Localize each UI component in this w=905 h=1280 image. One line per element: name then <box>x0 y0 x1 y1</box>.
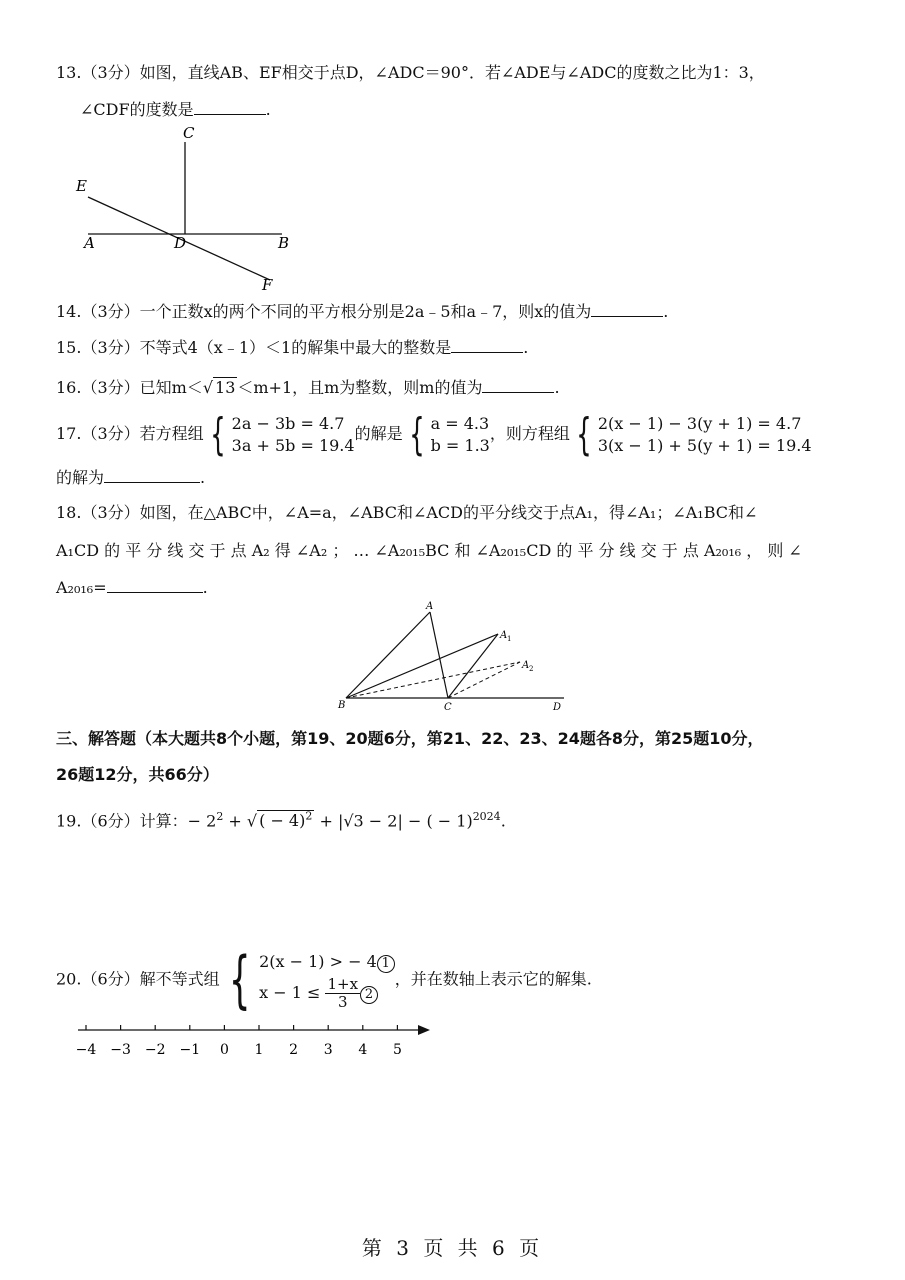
q18-line1: 18.（3分）如图，在△ABC中，∠A=a，∠ABC和∠ACD的平分线交于点A₁，得∠A₁；∠A₁BC和∠ <box>56 503 758 522</box>
q18-label-a: A <box>426 601 434 612</box>
q13-label-d: D <box>174 234 187 252</box>
q18-line-ca2 <box>448 662 520 698</box>
number-line-tick-label: 5 <box>392 1042 402 1058</box>
q18-end: . <box>202 578 208 597</box>
q17-solution <box>431 413 490 457</box>
q14-line <box>56 300 668 323</box>
q17-brace-1: { <box>209 408 226 460</box>
q16-radicand: 13 <box>215 378 236 397</box>
q20-line <box>56 944 592 1014</box>
q13-line1: 13.（3分）如图，直线AB、EF相交于点D，∠ADC＝90°．若∠ADE与∠ADC的度数之比为1：3， <box>56 63 765 82</box>
q13-label-c: C <box>183 124 195 142</box>
q18-label-a1: A <box>500 630 508 641</box>
answer-blank-13[interactable] <box>194 98 266 115</box>
q17-line2-text: 的解为 <box>56 468 105 487</box>
q13-label-f: F <box>262 276 273 292</box>
answer-blank-17[interactable] <box>104 466 200 483</box>
q17-sys1-eq1: 2a − 3b = 4.7 <box>231 413 345 433</box>
q13-figure <box>70 120 310 292</box>
q18-line-ba1 <box>346 634 498 698</box>
answer-blank-15[interactable] <box>451 336 523 353</box>
q13-label-e: E <box>76 177 87 195</box>
q20-system <box>259 948 395 1011</box>
section3-heading-line2: 26题12分，共66分） <box>56 765 219 784</box>
q17-system-2 <box>598 413 812 457</box>
q15-text: 15.（3分）不等式4（x﹣1）＜1的解集中最大的整数是 <box>56 338 452 357</box>
q20-fraction <box>325 976 360 1011</box>
q17-mid: 的解是 <box>354 424 403 443</box>
q17-sys1-eq2: 3a + 5b = 19.4 <box>231 435 355 455</box>
q17-line2 <box>56 466 205 489</box>
q16-line <box>56 376 560 399</box>
section3-heading-line1: 三、解答题（本大题共8个小题，第19、20题6分，第21、22、23、24题各8分，第25题10分， <box>56 729 764 748</box>
q17-sys2-eq1: 2(x − 1) − 3(y + 1) = 4.7 <box>597 413 802 433</box>
q18-line-ba2 <box>346 662 520 698</box>
q16-pre: 16.（3分）已知m＜ <box>56 378 203 397</box>
q18-line3 <box>56 576 208 599</box>
q18-line-ba <box>346 612 430 698</box>
q13-end: . <box>265 100 271 119</box>
q18-label-d: D <box>553 702 562 712</box>
number-line-tick-label: 0 <box>219 1042 229 1058</box>
q13-line2 <box>80 98 271 121</box>
q19-expr1: − 2 <box>187 811 217 831</box>
q20-frac-num: 1+x <box>327 975 359 993</box>
q17-pre: 17.（3分）若方程组 <box>56 424 204 443</box>
q20-ineq2a: x − 1 ≤ <box>259 983 321 1002</box>
number-line-tick-label: 3 <box>323 1042 333 1058</box>
q17-end: . <box>200 468 206 487</box>
q15-end: . <box>523 338 529 357</box>
q20-ineq1: 2(x − 1) > − 4 <box>259 952 377 971</box>
q20-pre: 20.（6分）解不等式组 <box>56 969 220 989</box>
q18-line-ca1 <box>448 634 498 698</box>
q19-radicand: ( − 4) <box>259 811 306 831</box>
q19-pre: 19.（6分）计算： <box>56 811 188 831</box>
q17-mid2: ，则方程组 <box>489 424 570 443</box>
q16-post: ＜m+1，且m为整数，则m的值为 <box>237 378 483 397</box>
q17-sys2-eq2: 3(x − 1) + 5(y + 1) = 19.4 <box>597 435 812 455</box>
q18-label-b: B <box>338 700 346 711</box>
q17-brace-3: { <box>576 408 592 460</box>
q20-brace: { <box>228 942 251 1016</box>
q13-label-b: B <box>278 234 290 252</box>
q17-line1 <box>56 410 812 458</box>
q20-mark2: 2 <box>360 986 378 1004</box>
q16-sqrt-sign: √ <box>202 378 214 397</box>
q18-label-a2: A <box>522 660 530 671</box>
q19-radicand-wrap <box>257 810 314 830</box>
number-line-tick-label: −3 <box>110 1042 131 1058</box>
q20-frac-den: 3 <box>337 993 348 1011</box>
q17-sol-b: b = 1.3 <box>430 435 490 455</box>
q19-rexp: 2 <box>305 810 313 823</box>
q15-line <box>56 336 528 359</box>
number-line-tick-label: 1 <box>254 1042 264 1058</box>
q14-text: 14.（3分）一个正数x的两个不同的平方根分别是2a﹣5和a﹣7，则x的值为 <box>56 302 592 321</box>
q18-line-ac <box>430 612 448 698</box>
q17-system-1 <box>232 413 355 457</box>
q17-sol-a: a = 4.3 <box>430 413 490 433</box>
number-line-tick-label: −4 <box>75 1042 97 1058</box>
q18-line3-text: A₂₀₁₆= <box>56 578 107 597</box>
q18-label-a2-sub: 2 <box>529 665 534 673</box>
q19-plus: + <box>228 811 242 831</box>
q17-brace-2: { <box>408 408 425 460</box>
q18-figure <box>336 598 572 712</box>
q19-exp1: 2 <box>216 810 224 823</box>
number-line-tick-label: 4 <box>358 1042 368 1058</box>
number-line-tick-label: −2 <box>144 1042 166 1058</box>
answer-blank-16[interactable] <box>482 376 554 393</box>
q13-line2-text: ∠CDF的度数是 <box>80 100 194 119</box>
q18-line2: A₁CD 的 平 分 线 交 于 点 A₂ 得 ∠A₂ ； … ∠A₂₀₁₅BC 和 ∠A₂₀₁₅CD 的 平 分 线 交 于 点 A₂₀₁₆ ， 则 ∠ <box>56 541 802 560</box>
answer-blank-18[interactable] <box>107 576 203 593</box>
q13-label-a: A <box>84 234 95 252</box>
q20-mark1: 1 <box>377 955 395 973</box>
q16-end: . <box>554 378 560 397</box>
q19-abs: + |√3 − 2| − ( − 1) <box>319 811 473 831</box>
number-line-tick-label: 2 <box>289 1042 299 1058</box>
answer-blank-14[interactable] <box>591 300 663 317</box>
number-line-tick-label: −1 <box>179 1042 201 1058</box>
q19-exp2: 2024 <box>472 810 501 823</box>
q18-label-c: C <box>444 702 452 712</box>
q19-sqrt-sign: √ <box>246 811 258 831</box>
number-line-arrow <box>418 1025 430 1035</box>
q20-ineq2-row <box>259 976 395 1011</box>
q20-ineq1-row <box>259 948 395 976</box>
q18-label-a1-sub: 1 <box>507 635 512 643</box>
q20-post: ，并在数轴上表示它的解集. <box>394 969 592 989</box>
q19-line <box>56 806 506 832</box>
q19-end: . <box>500 811 506 831</box>
q20-number-line <box>70 1016 440 1062</box>
page-footer: 第 3 页 共 6 页 <box>361 1236 544 1260</box>
q14-end: . <box>663 302 669 321</box>
